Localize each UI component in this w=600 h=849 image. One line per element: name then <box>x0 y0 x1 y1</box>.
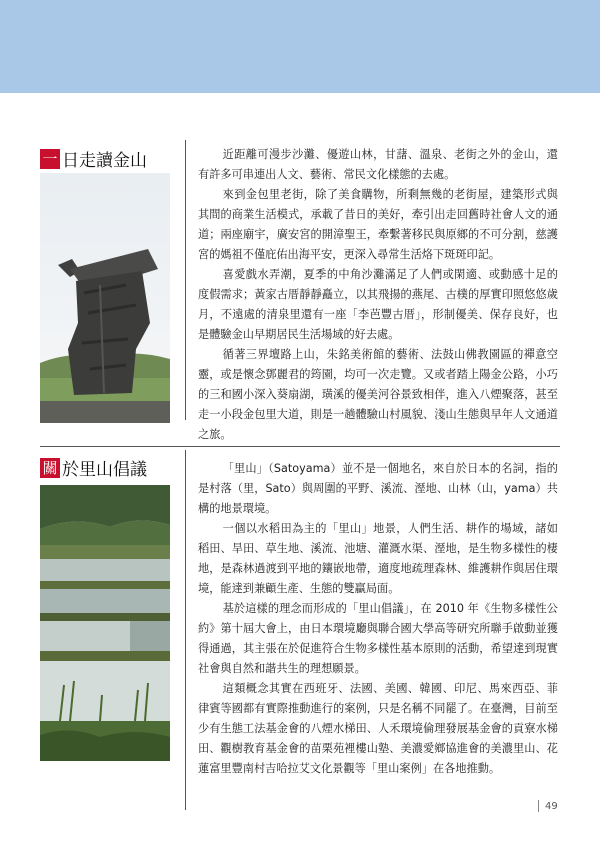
header-banner <box>0 0 600 93</box>
section-1-paragraph: 近距離可漫步沙灘、優遊山林，甘藷、溫泉、老街之外的金山，還有許多可串連出人文、藝術、常民文化樣態的去處。 <box>198 148 558 181</box>
section-2-paragraph: 這類概念其實在西班牙、法國、美國、韓國、印尼、馬來西亞、菲律賓等國都有實際推動進行的案例，只是名稱不同罷了。在臺灣，目前至少有生態工法基金會的八煙水梯田、人禾環境倫理發展基金會的貢寮水梯田、觀樹教育基金會的苗栗苑裡樓山塾、美濃愛鄉協進會的美濃里山、花蓮富里豐南村吉哈拉艾文化景觀等「里山案例」在各地推動。 <box>198 682 558 775</box>
page-number <box>538 800 558 812</box>
divider-vertical-2 <box>185 450 186 810</box>
page-number-text: 49 <box>545 800 558 812</box>
section-1-body <box>198 145 558 445</box>
section-1-paragraph: 來到金包里老街，除了美食購物，所剩無幾的老街屋，建築形式與其間的商業生活模式，承載了昔日的美好，牽引出走回舊時社會人文的通道；兩座廟宇，廣安宮的開漳聖王，牽繫著移民與原鄉的不可分割，慈護宮的媽祖不僅庇佑出海平安，更深入尋常生活烙下斑斑印記。 <box>198 188 558 261</box>
paddy-image <box>40 485 170 761</box>
divider-vertical-1 <box>185 140 186 420</box>
section-title-1 <box>40 146 147 171</box>
section-2-body <box>198 459 558 779</box>
section-divider <box>40 446 560 447</box>
paddy-photo <box>40 485 170 761</box>
section-1-paragraph: 循著三界壇路上山，朱銘美術館的藝術、法鼓山佛教園區的禪意空靈，或是懷念鄧麗君的筠園，均可一次走覽。又或者踏上陽金公路，小巧的三和國小深入葵扇湖，璜溪的優美河谷景致相伴，進入八煙聚落，甚至走一小段金包里大道，則是一趟體驗山村風貌、淺山生態與早年人文通道之旅。 <box>198 348 558 441</box>
section-2-paragraph: 基於這樣的理念而形成的「里山倡議」，在 2010 年《生物多樣性公約》第十屆大會上，由日本環境廳與聯合國大學高等研究所聯手啟動並獲得通過，其主張在於促進符合生物多樣性基本原則的活動，希望達到現實社會與自然和諧共生的理想願景。 <box>198 602 558 675</box>
sculpture-photo <box>40 173 170 423</box>
section-2-paragraph: 一個以水稻田為主的「里山」地景，人們生活、耕作的場域，諸如稻田、旱田、草生地、溪流、池塘、灌溉水渠、溼地，是生物多樣性的棲地，是森林過渡到平地的鑲嵌地帶，適度地疏理森林、維護耕作與居住環境，能達到兼顧生產、生態的雙贏局面。 <box>198 522 558 595</box>
sculpture-image <box>40 173 170 423</box>
section-2-paragraph: 「里山」（Satoyama）並不是一個地名，來自於日本的名詞，指的是村落（里，Sato）與周圍的平野、溪流、溼地、山林（山，yama）共構的地景環境。 <box>198 462 558 515</box>
section-1-paragraph: 喜愛戲水弄潮，夏季的中角沙灘滿足了人們或閑適、或動感十足的度假需求；黃家古厝靜靜矗立，以其飛揚的燕尾、古樸的厚實印照悠悠歲月，不遠處的清泉里還有一座「李芭豐古厝」，形制優美、保存良好，也是體驗金山早期居民生活場域的好去處。 <box>198 268 558 341</box>
page-number-bar <box>538 800 539 812</box>
section-mark-1: 一 <box>40 149 60 169</box>
section-title-2-text: 於里山倡議 <box>62 460 147 480</box>
section-title-1-text: 日走讀金山 <box>62 151 147 171</box>
section-mark-2: 關 <box>40 458 60 478</box>
section-title-2 <box>40 455 147 480</box>
